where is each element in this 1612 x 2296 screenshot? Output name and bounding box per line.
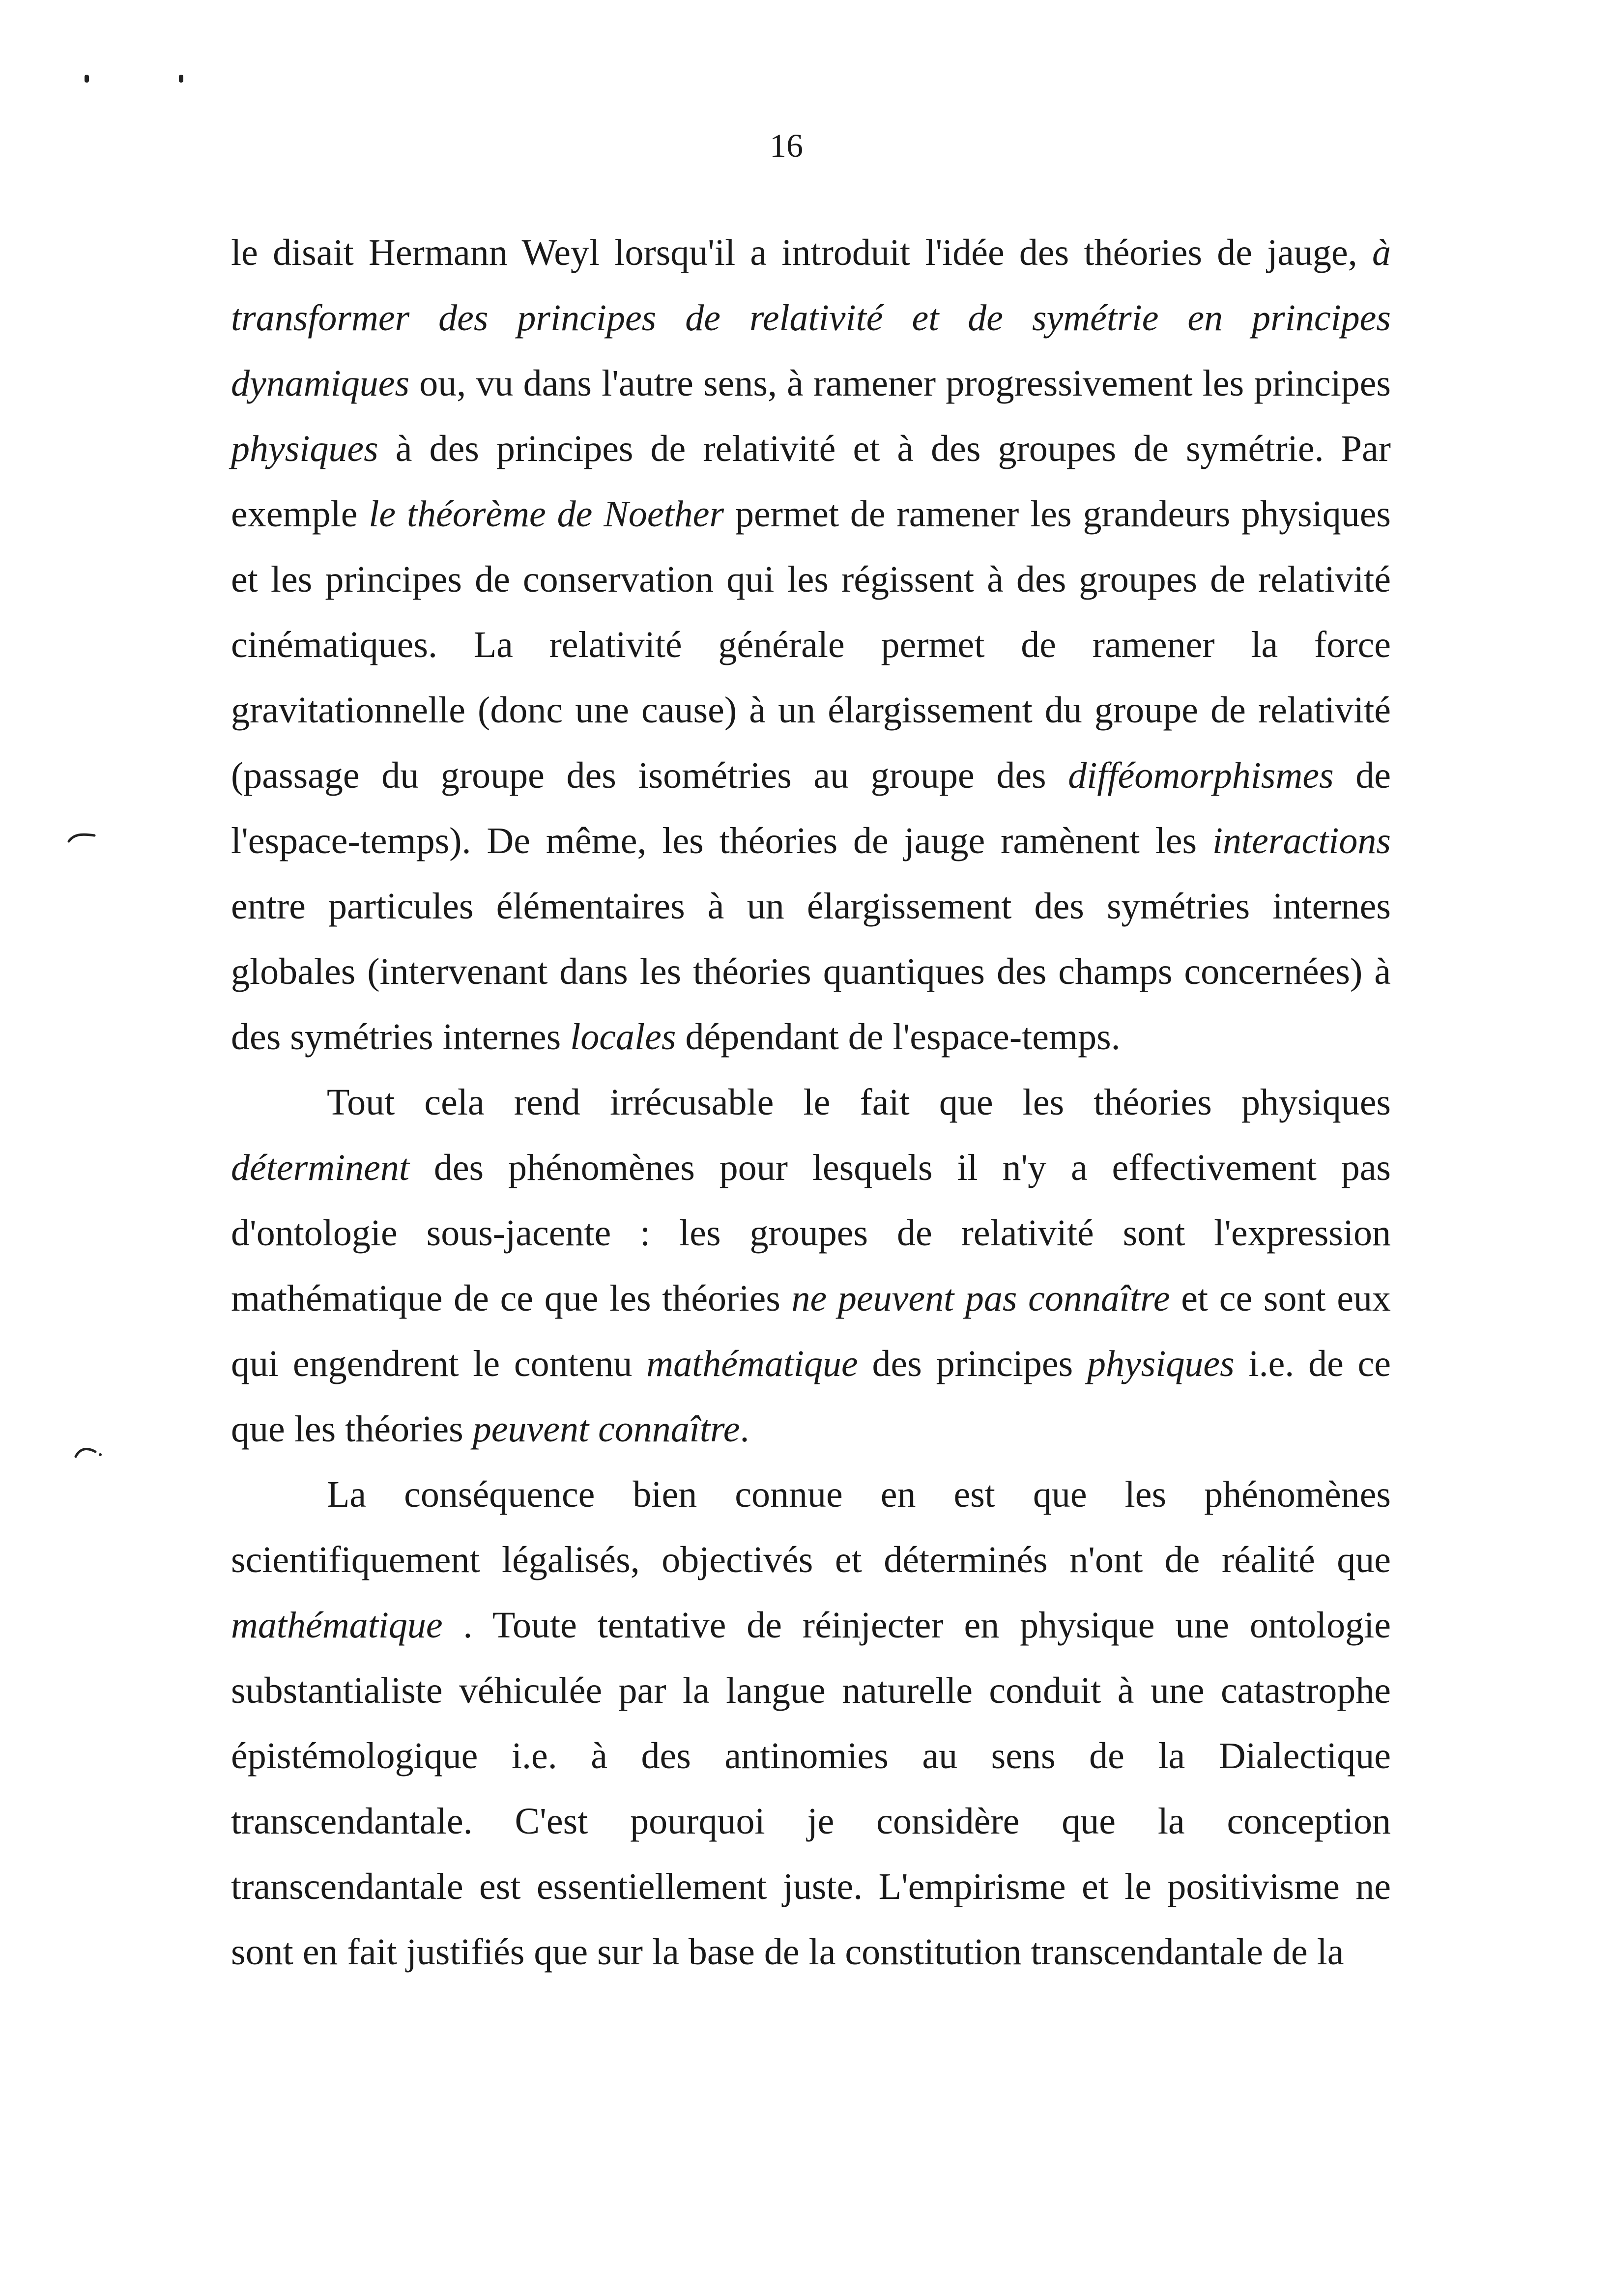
paragraph [231,1462,1391,1985]
text-run: des principes [858,1343,1087,1384]
scan-mark-dot [179,75,183,83]
paragraph [231,220,1391,1070]
text-run: i.e. de ce que les théories [231,1343,1391,1450]
text-run: permet de ramener les grandeurs physiques et les principes de conservation qui les régissent à des groupes de relativité cinématiques. La relativité générale permet de ramener la force gravitationnelle (donc une cause) à un élargissement du groupe de relativité (passage du groupe des isométries au groupe des [231,493,1391,796]
text-run: de l'espace-temps). De même, les théories de jauge ramènent les [231,755,1391,861]
italic-text: locales [570,1016,676,1058]
text-run: entre particules élémentaires à un élargissement des symétries internes globales (intervenant dans les théories quantiques des champs concernées) à des symétries internes [231,886,1391,1058]
text-run: et ce sont eux qui engendrent le contenu [231,1278,1391,1384]
text-run: Tout cela rend irrécusable le fait que les théories physiques [327,1082,1391,1123]
margin-mark-icon [74,1444,103,1459]
page-number: 16 [770,127,803,164]
italic-text: mathématique [231,1605,443,1646]
text-run: La conséquence bien connue en est que les phénomènes scientifiquement légalisés, objectivés et déterminés n'ont de réalité que [231,1474,1391,1580]
italic-text: le théorème de Noether [369,493,724,535]
text-run: dépendant de l'espace-temps. [676,1016,1121,1058]
italic-text: peuvent connaître [472,1408,740,1450]
paragraph [231,1070,1391,1462]
text-run: . [740,1408,749,1450]
italic-text: déterminent [231,1147,410,1188]
text-run: des phénomènes pour lesquels il n'y a effectivement pas d'ontologie sous-jacente : les groupes de relativité sont l'expression mathématique de ce que les théories [231,1147,1391,1319]
margin-mark-icon [67,831,96,845]
text-run: le disait Hermann Weyl lorsqu'il a introduit l'idée des théories de jauge, [231,232,1372,273]
italic-text: difféomorphismes [1068,755,1334,796]
italic-text: physiques [231,428,378,469]
italic-text: mathématique [646,1343,858,1384]
italic-text: à transformer des principes de relativité et de symétrie en principes dynamiques [231,232,1391,404]
text-run: . Toute tentative de réinjecter en physique une ontologie substantialiste véhiculée par la langue naturelle conduit à une catastrophe épistémologique i.e. à des antinomies au sens de la Dialectique transcendantale. C'est pourquoi je considère que la conception transcendantale est essentiellement juste. L'empirisme et le positivisme ne sont en fait justifiés que sur la base de la constitution transcendantale de la [231,1605,1391,1973]
italic-text: interactions [1212,820,1391,861]
italic-text: ne peuvent pas connaître [791,1278,1170,1319]
text-run: à des principes de relativité et à des groupes de symétrie. Par exemple [231,428,1391,535]
body-text [231,220,1391,1985]
scan-mark-dot [85,75,89,83]
text-run: ou, vu dans l'autre sens, à ramener progressivement les principes [409,363,1391,404]
italic-text: physiques [1087,1343,1235,1384]
